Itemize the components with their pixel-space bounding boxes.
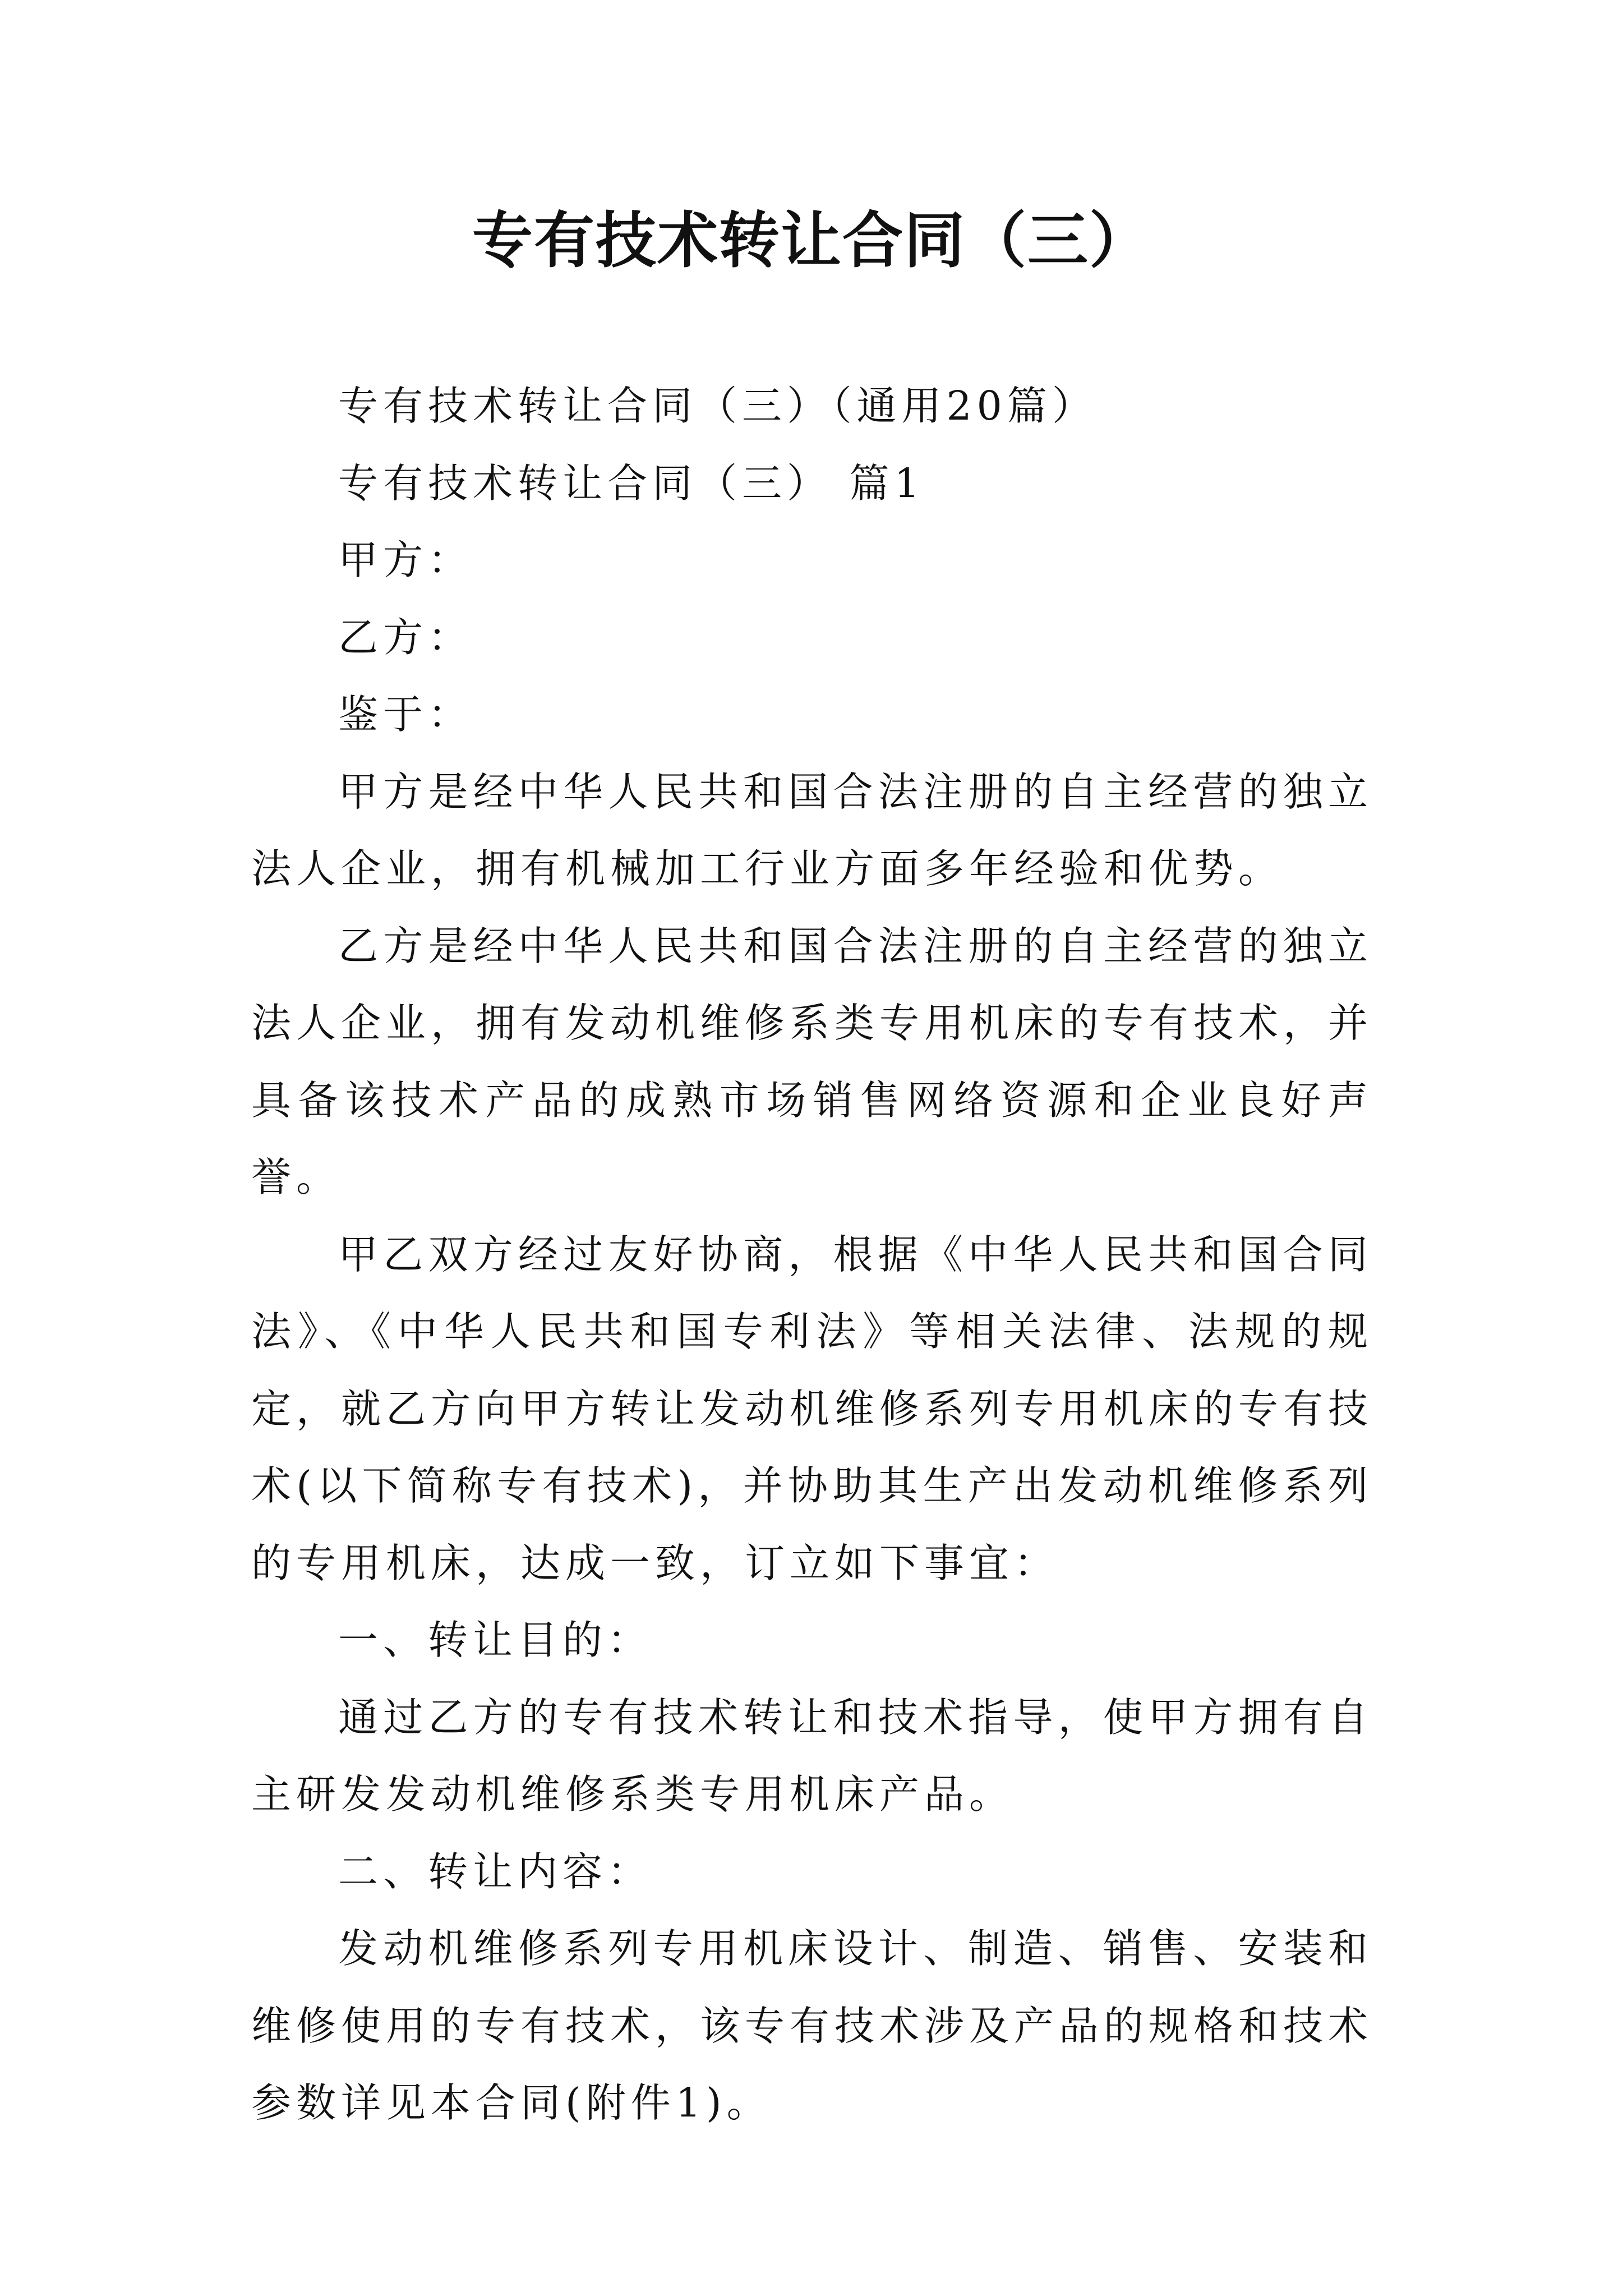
party-a-line: 甲方： <box>338 537 473 583</box>
party-b-line: 乙方： <box>338 614 473 661</box>
body-paragraph: 乙方是经中华人民共和国合法注册的自主经营的独立法人企业，拥有发动机维修系类专用机床的专有技术，并具备该技术产品的成熟市场销售网络资源和企业良好声誉。 <box>251 922 1373 1200</box>
whereas-line: 鉴于： <box>338 691 473 738</box>
body-paragraph: 发动机维修系列专用机床设计、制造、销售、安装和维修使用的专有技术，该专有技术涉及产品的规格和技术参数详见本合同(附件1)。 <box>251 1925 1373 2126</box>
body-paragraph: 通过乙方的专有技术转让和技术指导，使甲方拥有自主研发发动机维修系类专用机床产品。 <box>251 1694 1373 1818</box>
section-heading: 专有技术转让合同（三） 篇1 <box>338 459 925 507</box>
document-title: 专有技术转让合同（三） <box>472 206 1151 276</box>
subtitle-line: 专有技术转让合同（三）（通用20篇） <box>338 383 1097 429</box>
clause-heading: 二、转让内容： <box>338 1848 653 1895</box>
document-body <box>251 367 1373 2142</box>
body-paragraph: 甲乙双方经过友好协商，根据《中华人民共和国合同法》、《中华人民共和国专利法》等相关法律、法规的规定，就乙方向甲方转让发动机维修系列专用机床的专有技术(以下简称专有技术)，并协助其生产出发动机维修系列的专用机床，达成一致，订立如下事宜： <box>251 1231 1373 1586</box>
body-paragraph: 甲方是经中华人民共和国合法注册的自主经营的独立法人企业，拥有机械加工行业方面多年经验和优势。 <box>251 768 1373 892</box>
clause-heading: 一、转让目的： <box>338 1617 653 1663</box>
